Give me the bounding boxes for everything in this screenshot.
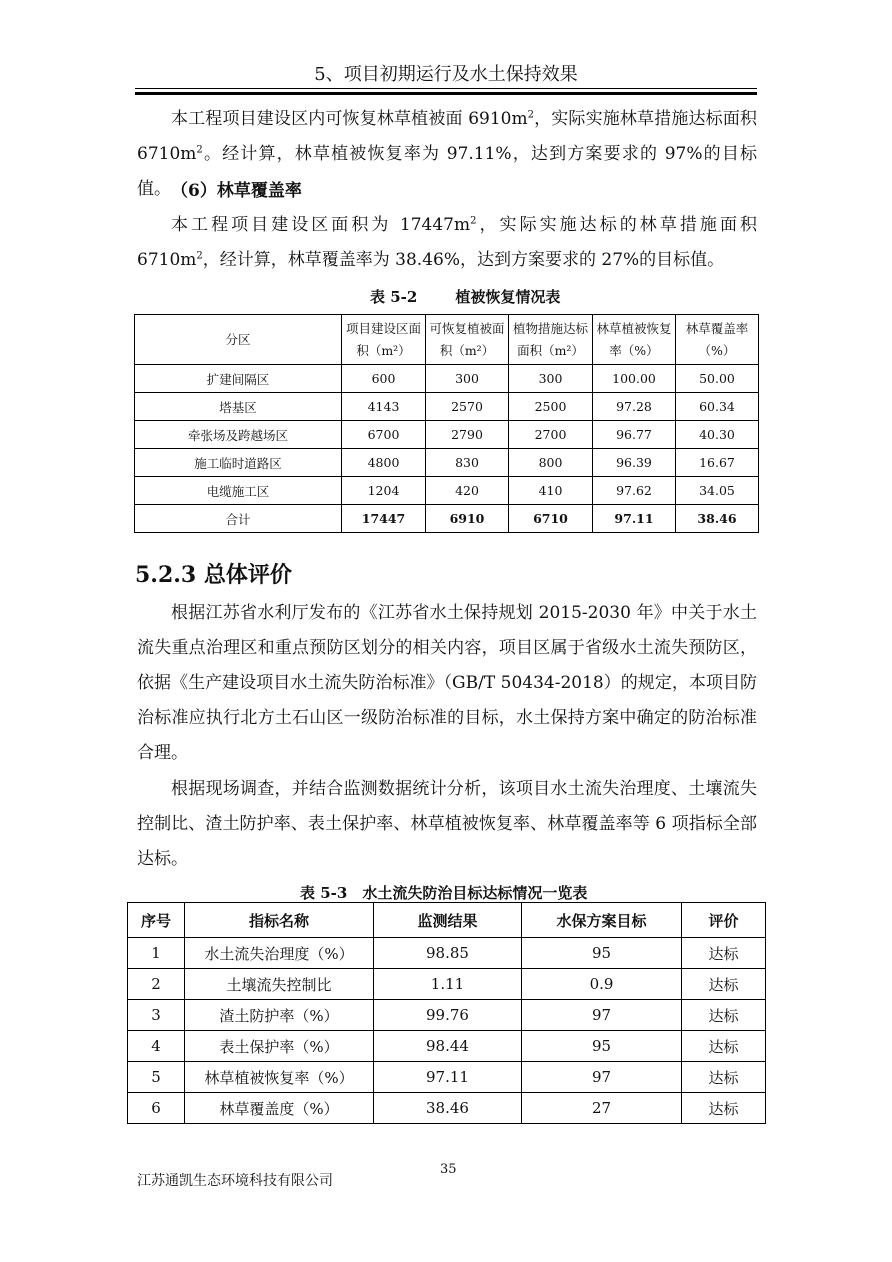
table-row	[128, 938, 766, 969]
table-cell: 410	[509, 477, 593, 505]
table-cell: 38.46	[676, 505, 759, 533]
table-cell: 4	[128, 1031, 185, 1062]
table-row	[135, 449, 759, 477]
header-cell: 指标名称	[185, 903, 374, 938]
table-cell: 6710	[509, 505, 593, 533]
table-cell: 600	[342, 365, 426, 393]
table-row	[135, 477, 759, 505]
table-cell: 达标	[682, 1000, 766, 1031]
table-cell: 300	[509, 365, 593, 393]
table-cell: 98.44	[374, 1031, 522, 1062]
header-rule-thick	[135, 92, 757, 95]
table-cell: 96.77	[593, 421, 676, 449]
table-cell: 97.28	[593, 393, 676, 421]
table-cell: 34.05	[676, 477, 759, 505]
table-cell: 95	[522, 938, 682, 969]
table-cell: 2	[128, 969, 185, 1000]
table-row	[135, 421, 759, 449]
table-cell: 97.62	[593, 477, 676, 505]
table-header-row	[135, 315, 759, 365]
table-cell: 97	[522, 1062, 682, 1093]
table-cell: 合计	[135, 505, 342, 533]
header-rule	[135, 88, 757, 89]
table-cell: 达标	[682, 1062, 766, 1093]
table-cell: 达标	[682, 1093, 766, 1124]
table-cell: 水土流失治理度（%）	[185, 938, 374, 969]
table-cell: 97.11	[593, 505, 676, 533]
table-5-2-caption: 表 5-2 植被恢复情况表	[370, 288, 561, 306]
table-cell: 林草覆盖度（%）	[185, 1093, 374, 1124]
paragraph-evaluation: 根据江苏省水利厅发布的《江苏省水土保持规划 2015-2030 年》中关于水土流失重点治理区和重点预防区划分的相关内容，项目区属于省级水土流失预防区，依据《生产建设项目水土流失防治标准》（GB/T 50434-2018）的规定，本项目防治标准应执行北方土石山区一级防治标准的目标，水土保持方案中确定的防治标准合理。	[137, 603, 757, 763]
table-cell: 达标	[682, 938, 766, 969]
page-number: 35	[440, 1162, 457, 1177]
target-compliance-table	[127, 902, 766, 1124]
table-cell: 99.76	[374, 1000, 522, 1031]
table-cell: 林草植被恢复率（%）	[185, 1062, 374, 1093]
table-cell: 97.11	[374, 1062, 522, 1093]
table-cell: 97	[522, 1000, 682, 1031]
table-cell: 420	[426, 477, 509, 505]
table-cell: 施工临时道路区	[135, 449, 342, 477]
table-cell: 96.39	[593, 449, 676, 477]
header-cell: 可恢复植被面积（m²）	[426, 315, 509, 365]
table-row	[128, 1093, 766, 1124]
table-cell: 2500	[509, 393, 593, 421]
header-cell: 植物措施达标面积（m²）	[509, 315, 593, 365]
table-cell: 60.34	[676, 393, 759, 421]
table-cell: 1	[128, 938, 185, 969]
table-cell: 2700	[509, 421, 593, 449]
table-cell: 1204	[342, 477, 426, 505]
table-cell: 6700	[342, 421, 426, 449]
table-cell: 扩建间隔区	[135, 365, 342, 393]
table-cell: 牵张场及跨越场区	[135, 421, 342, 449]
table-cell: 38.46	[374, 1093, 522, 1124]
header-cell: 评价	[682, 903, 766, 938]
subheading-coverage: （6）林草覆盖率	[171, 181, 302, 201]
table-cell: 0.9	[522, 969, 682, 1000]
header-cell: 项目建设区面积（m²）	[342, 315, 426, 365]
table-cell: 电缆施工区	[135, 477, 342, 505]
table-total-row	[135, 505, 759, 533]
vegetation-recovery-table	[134, 314, 759, 533]
table-cell: 塔基区	[135, 393, 342, 421]
table-cell: 2570	[426, 393, 509, 421]
table-cell: 3	[128, 1000, 185, 1031]
table-cell: 95	[522, 1031, 682, 1062]
table-cell: 98.85	[374, 938, 522, 969]
header-cell: 分区	[135, 315, 342, 365]
paragraph-coverage: 本工程项目建设区面积为 $17447m^2$，实际实施达标的林草措施面积 $6710m^2$，经计算，林草覆盖率为 38.46%，达到方案要求的 27%的目标值。	[137, 215, 757, 270]
table-cell: 2790	[426, 421, 509, 449]
table-cell: 17447	[342, 505, 426, 533]
table-row	[128, 1062, 766, 1093]
table-cell: 土壤流失控制比	[185, 969, 374, 1000]
table-cell: 达标	[682, 969, 766, 1000]
table-cell: 4143	[342, 393, 426, 421]
table-cell: 表土保护率（%）	[185, 1031, 374, 1062]
table-5-3-caption: 表 5-3 水土流失防治目标达标情况一览表	[300, 884, 588, 902]
header-cell: 序号	[128, 903, 185, 938]
header-cell: 林草覆盖率（%）	[676, 315, 759, 365]
table-cell: 100.00	[593, 365, 676, 393]
table-cell: 达标	[682, 1031, 766, 1062]
table-row	[128, 969, 766, 1000]
table-cell: 50.00	[676, 365, 759, 393]
table-cell: 27	[522, 1093, 682, 1124]
table-cell: 6910	[426, 505, 509, 533]
table-row	[128, 1000, 766, 1031]
paragraph-vegetation-recovery: 本工程项目建设区内可恢复林草植被面 $6910m^2$，实际实施林草措施达标面积 $6710m^2$。经计算，林草植被恢复率为 97.11%，达到方案要求的 97%的目标值。	[137, 109, 757, 199]
table-cell: 1.11	[374, 969, 522, 1000]
section-title: 5.2.3 总体评价	[135, 562, 292, 588]
table-row	[128, 1031, 766, 1062]
table-row	[135, 365, 759, 393]
table-cell: 渣土防护率（%）	[185, 1000, 374, 1031]
table-cell: 300	[426, 365, 509, 393]
paragraph-monitoring: 根据现场调查，并结合监测数据统计分析，该项目水土流失治理度、土壤流失控制比、渣土防护率、表土保护率、林草植被恢复率、林草覆盖率等 6 项指标全部达标。	[137, 779, 757, 869]
table-cell: 830	[426, 449, 509, 477]
page-header: 5、项目初期运行及水土保持效果	[314, 64, 578, 85]
header-cell: 监测结果	[374, 903, 522, 938]
table-cell: 5	[128, 1062, 185, 1093]
table-cell: 800	[509, 449, 593, 477]
footer-company: 江苏通凯生态环境科技有限公司	[137, 1173, 333, 1189]
table-header-row	[128, 903, 766, 938]
table-cell: 16.67	[676, 449, 759, 477]
header-cell: 水保方案目标	[522, 903, 682, 938]
table-cell: 4800	[342, 449, 426, 477]
table-cell: 6	[128, 1093, 185, 1124]
table-cell: 40.30	[676, 421, 759, 449]
table-row	[135, 393, 759, 421]
header-cell: 林草植被恢复率（%）	[593, 315, 676, 365]
